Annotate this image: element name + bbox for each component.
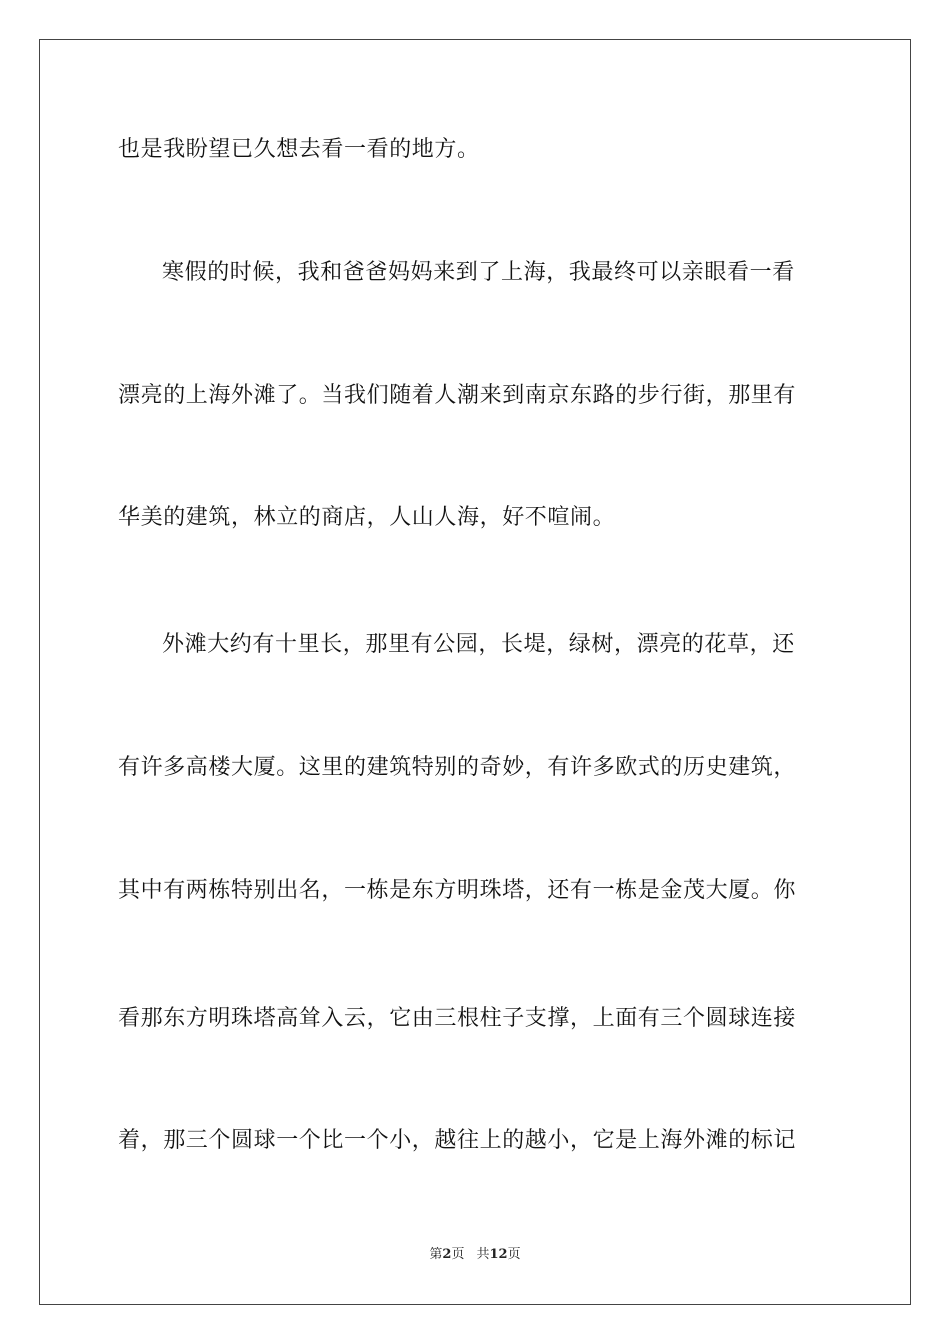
text-line: 其中有两栋特别出名，一栋是东方明珠塔，还有一栋是金茂大厦。你 (118, 878, 797, 903)
total-indicator (476, 1247, 520, 1262)
total-suffix: 页 (507, 1247, 521, 1262)
text-line: 也是我盼望已久想去看一看的地方。 (118, 137, 480, 162)
page-footer (0, 1246, 950, 1264)
page-suffix: 页 (451, 1247, 465, 1262)
page-prefix: 第 (429, 1247, 443, 1262)
text-line: 寒假的时候，我和爸爸妈妈来到了上海，我最终可以亲眼看一看 (162, 260, 795, 285)
text-line: 有许多高楼大厦。这里的建筑特别的奇妙，有许多欧式的历史建筑， (118, 755, 797, 780)
total-prefix: 共 (476, 1247, 490, 1262)
page-number: 2 (442, 1247, 452, 1262)
text-line: 外滩大约有十里长，那里有公园，长堤，绿树，漂亮的花草，还 (162, 632, 795, 657)
text-line: 华美的建筑，林立的商店，人山人海，好不喧闹。 (118, 505, 616, 530)
total-pages: 12 (489, 1247, 508, 1262)
text-line: 看那东方明珠塔高耸入云，它由三根柱子支撑，上面有三个圆球连接 (118, 1006, 797, 1031)
page-border (39, 39, 911, 1305)
text-line: 漂亮的上海外滩了。当我们随着人潮来到南京东路的步行街，那里有 (118, 383, 797, 408)
text-line: 着，那三个圆球一个比一个小，越往上的越小，它是上海外滩的标记 (118, 1128, 797, 1153)
page-indicator (429, 1247, 464, 1262)
